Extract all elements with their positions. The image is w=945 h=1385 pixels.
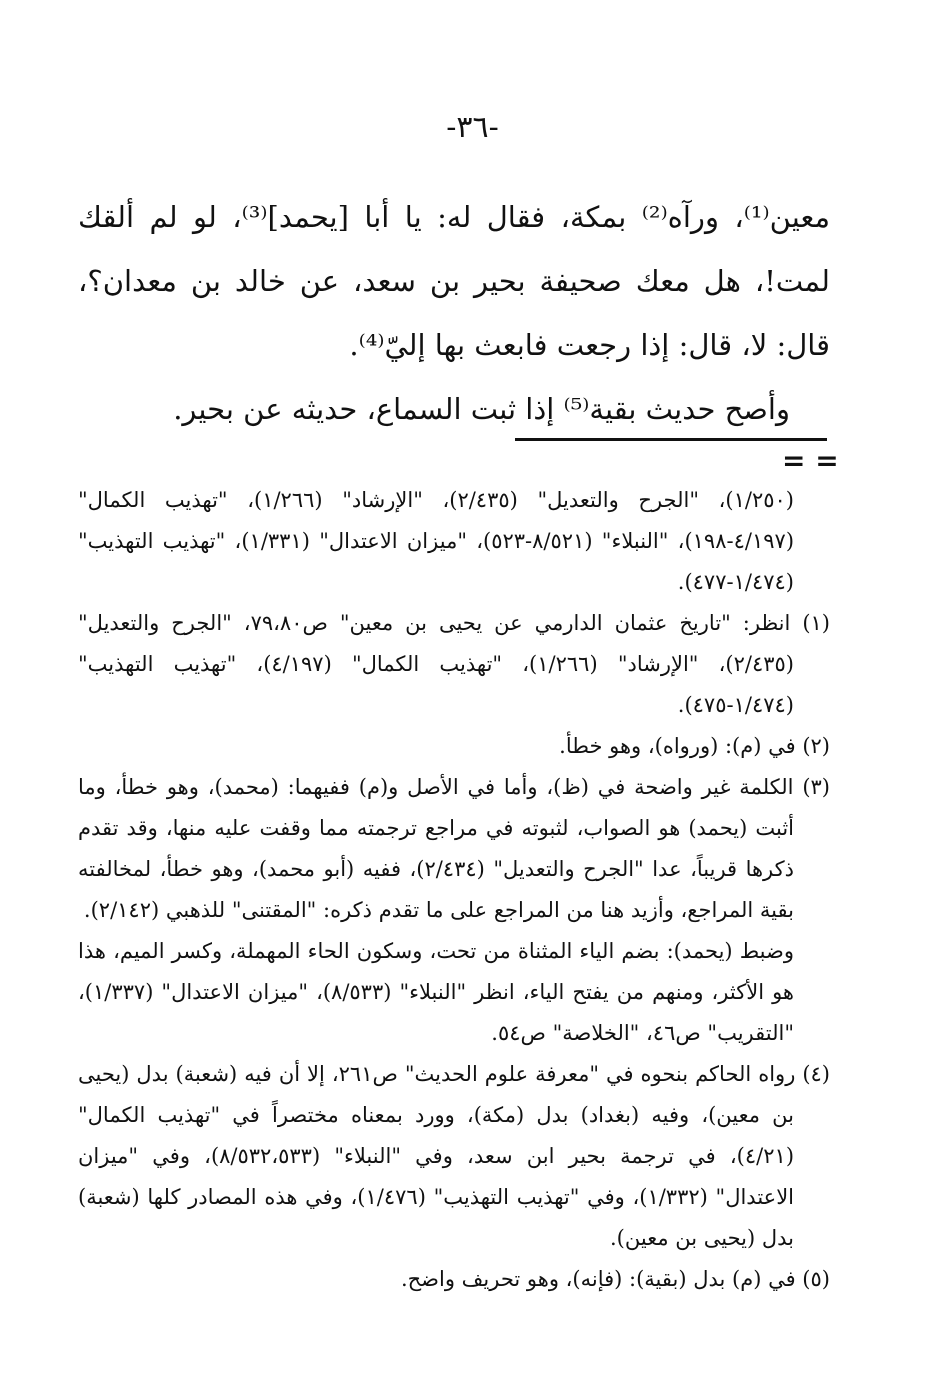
main-paragraph-1: معين⁽¹⁾، ورآه⁽²⁾ بمكة، فقال له: يا أبا [يحمد]⁽³⁾، لو لم ألقك لمت!، هل معك صحيفة بحير بن سعد، عن خالد بن معدان؟، قال: لا، قال: إذا رجعت فابعث بها إليّ⁽⁴⁾. xyxy=(78,200,830,362)
footnote-2: (٢) في (م): (ورواه)، وهو خطأ. xyxy=(559,734,830,758)
footnote-3-continued: وضبط (يحمد): بضم الياء المثناة من تحت، وسكون الحاء المهملة، وكسر الميم، هذا هو الأكثر، ومنهم من يفتح الياء، انظر "النبلاء" (٨/٥٣٣)، "ميزان الاعتدال" (١/٣٣٧)، "التقريب" ص٤٦، "الخلاصة" ص٥٤. xyxy=(78,939,794,1045)
footnote-5: (٥) في (م) بدل (بقية): (فإنه)، وهو تحريف واضح. xyxy=(400,1267,830,1291)
footnote-4: (٤) رواه الحاكم بنحوه في "معرفة علوم الحديث" ص٢٦١، إلا أن فيه (شعبة) بدل (يحيى بن معين)، وفيه (بغداد) بدل (مكة)، وورد بمعناه مختصراً في "تهذيب الكمال" (٤/٢١)، في ترجمة بحير ابن سعد، وفي "النبلاء" (٨/٥٣٢،٥٣٣)، وفي "ميزان الاعتدال" (١/٣٣٢)، وفي "تهذيب التهذيب" (١/٤٧٦)، وفي هذه المصادر كلها (شعبة) بدل (يحيى بن معين). xyxy=(78,1062,830,1250)
footnote-1: (١) انظر: "تاريخ عثمان الدارمي عن يحيى بن معين" ص٧٩،٨٠، "الجرح والتعديل" (٢/٤٣٥)، "الإرشاد" (١/٢٦٦)، "تهذيب الكمال" (٤/١٩٧)، "تهذيب التهذيب" (١/٤٧٤-٤٧٥). xyxy=(78,611,830,717)
main-paragraph-2: وأصح حديث بقية⁽⁵⁾ إذا ثبت السماع، حديثه عن بحير. xyxy=(173,392,790,426)
footnote-continuation: (١/٢٥٠)، "الجرح والتعديل" (٢/٤٣٥)، "الإرشاد" (١/٢٦٦)، "تهذيب الكمال" (٤/١٩٧-١٩٨)، "النبلاء" (٨/٥٢١-٥٢٣)، "ميزان الاعتدال" (١/٣٣١)، "تهذيب التهذيب" (١/٤٧٤-٤٧٧). xyxy=(78,488,795,594)
main-text xyxy=(78,185,830,441)
footnotes xyxy=(78,480,830,1300)
footnote-3: (٣) الكلمة غير واضحة في (ظ)، وأما في الأصل و(م) ففيهما: (محمد)، وهو خطأ، وما أثبت (يحمد) هو الصواب، لثبوته في مراجع ترجمته مما وقفت عليه منها، وقد تقدم ذكرها قريباً، عدا "الجرح والتعديل" (٢/٤٣٤)، ففيه (أبو محمد)، وهو خطأ، لمخالفته بقية المراجع، وأزيد هنا من المراجع على ما تقدم ذكره: "المقتنى" للذهبي (٢/١٤٢). xyxy=(78,775,830,922)
page-number: -٣٦- xyxy=(446,110,499,145)
footnote-separator xyxy=(515,438,827,441)
continuation-mark: = = xyxy=(782,444,839,477)
